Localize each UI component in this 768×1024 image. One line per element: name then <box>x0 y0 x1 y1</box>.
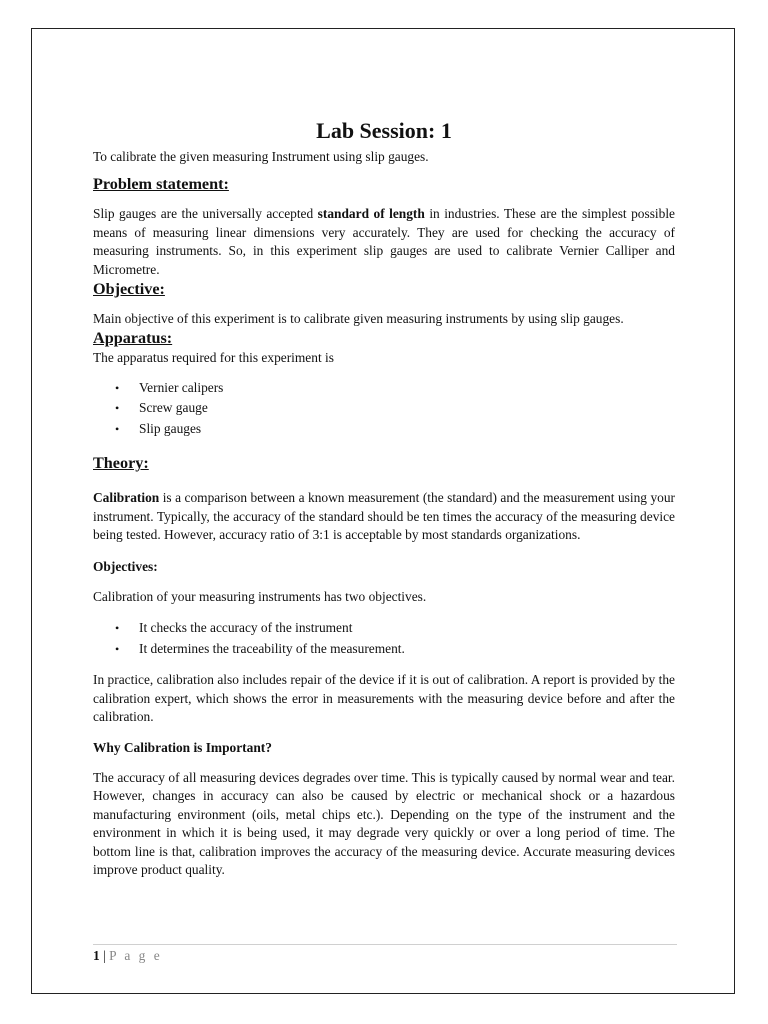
problem-text-end: in industries. These are the simplest possible means of measuring linear dimensions very accurately. They are used for checking the accuracy of measuring instruments. So, in this experiment slip gauges are used to calibrate Vernier Calliper and Micrometre. <box>93 206 675 277</box>
apparatus-heading: Apparatus: <box>93 329 173 348</box>
page-number: 1 <box>93 948 100 963</box>
apparatus-intro: The apparatus required for this experiment is <box>93 350 334 366</box>
calibration-text: is a comparison between a known measurement (the standard) and the measurement using your instrument. Typically, the accuracy of the standard should be ten times the accuracy of the measuring device being tested. However, accuracy ratio of 3:1 is acceptable by most standards organizations. <box>93 490 675 543</box>
bullet-icon: • <box>115 380 120 395</box>
list-item <box>93 618 675 639</box>
document-body <box>93 116 675 879</box>
objectives-intro: Calibration of your measuring instruments has two objectives. <box>93 588 427 604</box>
bullet-icon: • <box>115 641 120 656</box>
apparatus-list <box>93 378 675 440</box>
list-item-text: It determines the traceability of the measurement. <box>139 640 405 656</box>
footer-separator: | <box>99 948 110 963</box>
page-footer <box>93 944 677 964</box>
practice-text: In practice, calibration also includes repair of the device if it is out of calibration. A report is provided by the calibration expert, which shows the error in measurements with the measuring device before and after the calibration. <box>93 672 675 725</box>
why-calibration-text: The accuracy of all measuring devices degrades over time. This is typically caused by normal wear and tear. However, changes in accuracy can also be caused by electric or mechanical shock or a hazardous manufacturing environment (oils, metal chips etc.). Depending on the type of the instrument and the environment in which it is being used, it may degrade very quickly or over a long period of time. The bottom line is that, calibration improves the accuracy of the measuring device. Accurate measuring devices improve product quality. <box>93 770 675 878</box>
objective-text: Main objective of this experiment is to calibrate given measuring instruments by using slip gauges. <box>93 311 624 327</box>
why-calibration-heading: Why Calibration is Important? <box>93 739 272 755</box>
objective-heading: Objective: <box>93 280 165 299</box>
calibration-term: Calibration <box>93 490 160 506</box>
list-item <box>93 419 675 440</box>
problem-text-bold: standard of length <box>317 206 425 222</box>
objectives-heading: Objectives: <box>93 558 158 574</box>
list-item <box>93 378 675 399</box>
theory-heading: Theory: <box>93 454 149 473</box>
list-item-text: Vernier calipers <box>139 379 224 395</box>
problem-statement-text <box>93 205 675 279</box>
list-item-text: Slip gauges <box>139 420 202 436</box>
problem-statement-heading: Problem statement: <box>93 175 229 194</box>
list-item-text: Screw gauge <box>139 400 208 416</box>
page-title: Lab Session: 1 <box>316 118 452 143</box>
lab-aim: To calibrate the given measuring Instrument using slip gauges. <box>93 149 429 164</box>
bullet-icon: • <box>115 401 120 416</box>
list-item <box>93 639 675 660</box>
problem-text-start: Slip gauges are the universally accepted <box>93 206 318 222</box>
bullet-icon: • <box>115 621 120 636</box>
bullet-icon: • <box>115 421 120 436</box>
objectives-list <box>93 618 675 659</box>
list-item <box>93 398 675 419</box>
list-item-text: It checks the accuracy of the instrument <box>139 620 353 636</box>
calibration-definition <box>93 489 675 544</box>
page-label: P a g e <box>109 948 163 963</box>
